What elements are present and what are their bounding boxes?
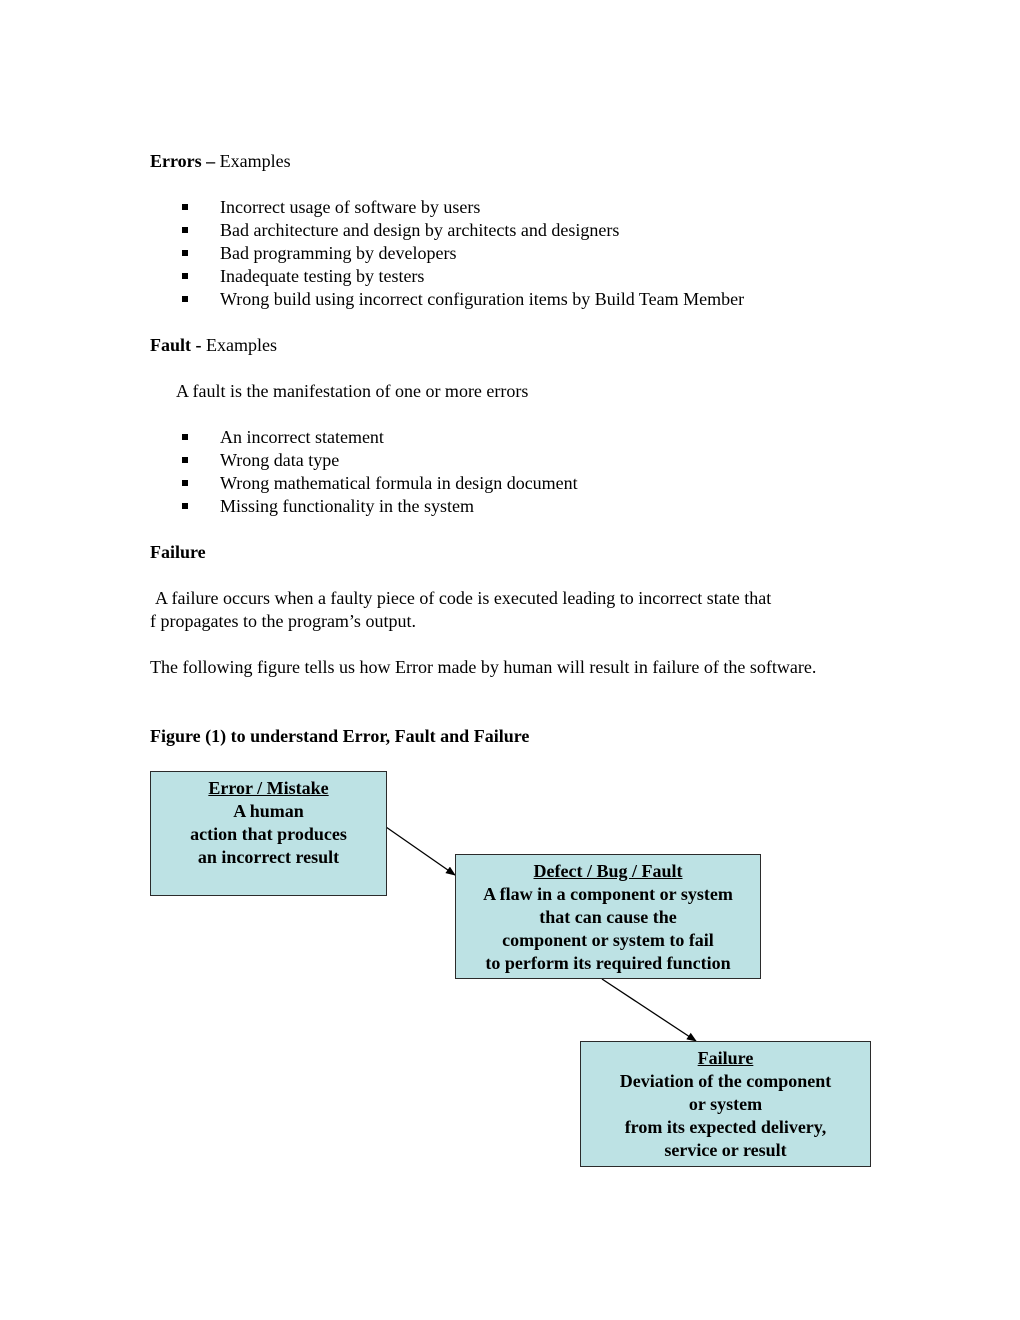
box-title: Defect / Bug / Fault <box>533 861 683 881</box>
failure-heading: Failure <box>150 542 206 562</box>
failure-text-line1: A failure occurs when a faulty piece of code is executed leading to incorrect state that <box>155 588 772 608</box>
box-line: to perform its required function <box>485 953 731 973</box>
list-item-text: Inadequate testing by testers <box>220 266 425 286</box>
box-line: action that produces <box>190 824 347 844</box>
figure-caption: Figure (1) to understand Error, Fault and Failure <box>150 726 530 746</box>
errors-heading-bold: Errors – <box>150 151 216 171</box>
list-item-text: Wrong data type <box>220 450 340 470</box>
box-line: from its expected delivery, <box>624 1117 827 1137</box>
failure-text-line2: f propagates to the program’s output. <box>150 611 416 631</box>
box-title: Failure <box>697 1048 754 1068</box>
error-mistake-box <box>150 771 387 896</box>
failure-box <box>580 1041 871 1167</box>
fault-heading-bold: Fault - <box>150 335 202 355</box>
box-line: component or system to fail <box>502 930 714 950</box>
box-line: or system <box>688 1094 763 1114</box>
arrow-defect-to-failure <box>602 979 696 1041</box>
list-item-text: Wrong build using incorrect configuration items by Build Team Member <box>220 289 745 309</box>
box-line: Deviation of the component <box>619 1071 832 1091</box>
list-item-text: Incorrect usage of software by users <box>220 197 481 217</box>
list-item-text: Bad architecture and design by architects and designers <box>220 220 620 240</box>
arrow-error-to-defect <box>386 827 455 875</box>
fault-intro: A fault is the manifestation of one or more errors <box>176 381 529 401</box>
errors-heading-rest: Examples <box>215 151 291 171</box>
fault-heading-rest: Examples <box>201 335 277 355</box>
box-line: A human <box>233 801 304 821</box>
box-title: Error / Mistake <box>208 778 329 798</box>
defect-bug-fault-box <box>455 854 761 979</box>
box-line: that can cause the <box>539 907 677 927</box>
box-line: an incorrect result <box>197 847 340 867</box>
box-line: service or result <box>664 1140 787 1160</box>
following-paragraph: The following figure tells us how Error made by human will result in failure of the software. <box>150 657 817 677</box>
list-item-text: Bad programming by developers <box>220 243 457 263</box>
list-item-text: Missing functionality in the system <box>220 496 474 516</box>
box-line: A flaw in a component or system <box>483 884 733 904</box>
list-item-text: An incorrect statement <box>220 427 384 447</box>
list-item-text: Wrong mathematical formula in design document <box>220 473 578 493</box>
